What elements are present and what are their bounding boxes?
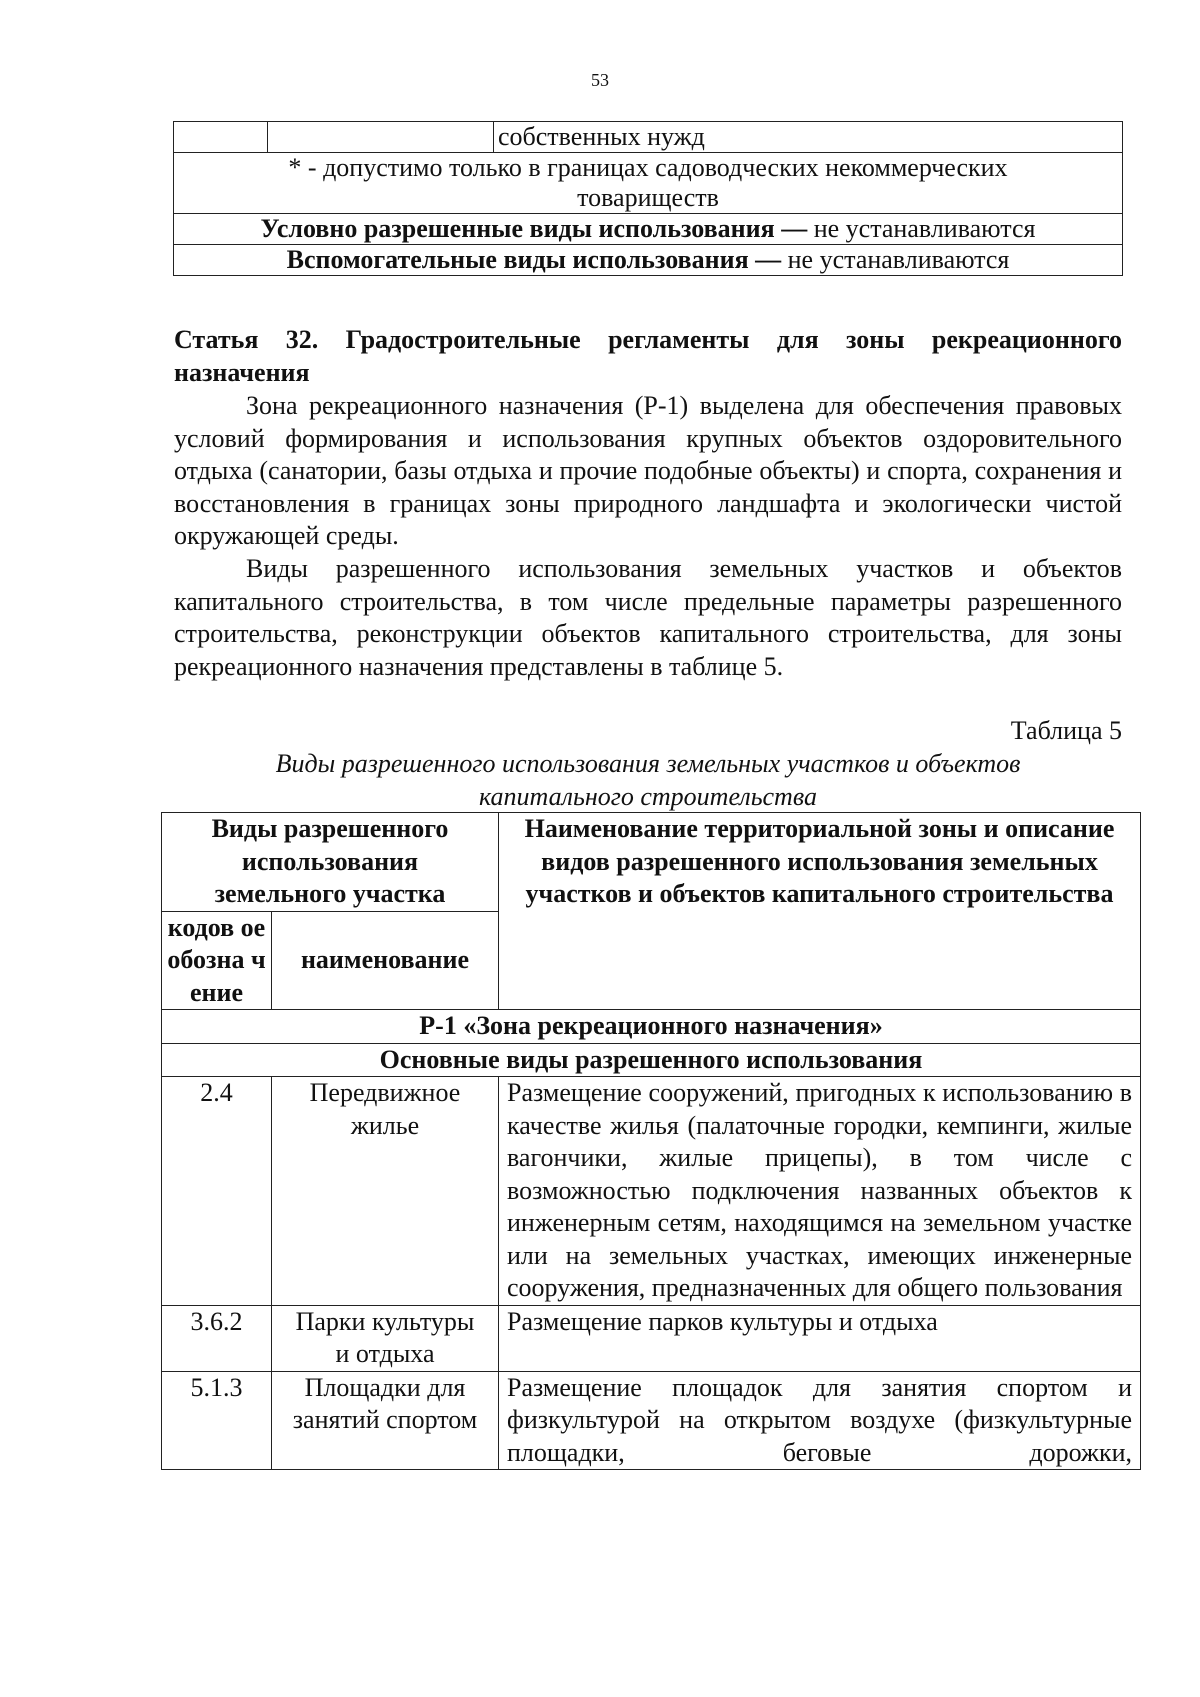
article-heading: Статья 32. Градостроительные регламенты для зоны рекреационного назначения — [174, 325, 1122, 387]
zone-title-row — [162, 1010, 1141, 1044]
preceding-table-fragment — [173, 121, 1123, 276]
use-code: 5.1.3 — [162, 1371, 272, 1470]
use-description: Размещение парков культуры и отдыха — [499, 1305, 1141, 1371]
use-name-text: Передвижное жилье — [309, 1078, 461, 1140]
table-caption-text: Виды разрешенного использования земельных участков и объектов капитального строительства — [275, 749, 1021, 811]
table-row — [162, 1077, 1141, 1306]
table-caption — [174, 747, 1122, 813]
footnote-cell — [174, 153, 1123, 214]
use-name — [272, 1371, 499, 1470]
section-title-row — [162, 1043, 1141, 1077]
table-row — [162, 1371, 1141, 1470]
use-name-text: Парки культуры и отдыха — [295, 1306, 475, 1368]
conditional-uses-label: Условно разрешенные виды использования — — [260, 214, 808, 243]
zone-title: Р-1 «Зона рекреационного назначения» — [162, 1010, 1141, 1044]
article-paragraph: Зона рекреационного назначения (Р-1) выделена для обеспечения правовых условий формирования и использования крупных объектов оздоровительного отдыха (санатории, базы отдыха и прочие подобные объекты) и спорта, сохранения и восстановления в границах зоны природного ландшафта и экологически чистой окружающей среды. — [174, 391, 1122, 550]
header-name: наименование — [272, 911, 499, 1010]
use-description: Размещение сооружений, пригодных к использованию в качестве жилья (палаточные городки, кемпинги, жилые вагончики, жилые прицепы), в том числе с возможностью подключения названных объектов к инженерным сетям, находящимся на земельном участке или на земельных участках, имеющих инженерные сооружения, предназначенных для общего пользования — [499, 1077, 1141, 1306]
auxiliary-uses-label: Вспомогательные виды использования — — [286, 245, 782, 274]
table-header-row — [162, 813, 1141, 912]
table-row — [174, 245, 1123, 276]
table-row — [162, 1305, 1141, 1371]
table-row — [174, 122, 1123, 153]
conditional-uses-cell — [174, 214, 1123, 245]
use-name — [272, 1305, 499, 1371]
header-text: кодов ое обозна чение — [167, 912, 266, 1007]
table-row — [174, 153, 1123, 214]
auxiliary-uses-cell — [174, 245, 1123, 276]
header-code — [162, 911, 272, 1010]
table-row — [174, 214, 1123, 245]
use-name-text: Площадки для занятий спортом — [292, 1372, 478, 1434]
conditional-uses-status: не устанавливаются — [807, 214, 1036, 243]
use-name — [272, 1077, 499, 1306]
header-text: Наименование территориальной зоны и описание видов разрешенного использования земельных участков и объектов капитального строительства — [524, 814, 1115, 908]
footnote-text: * - допустимо только в границах садоводческих некоммерческих товариществ — [288, 153, 1008, 212]
header-permitted-use-group — [162, 813, 499, 912]
use-code: 3.6.2 — [162, 1305, 272, 1371]
auxiliary-uses-status: не устанавливаются — [781, 245, 1010, 274]
page-number: 53 — [591, 70, 609, 90]
header-text: Виды разрешенного использования земельного участка — [211, 814, 449, 908]
table-cell — [174, 122, 268, 153]
table-cell — [268, 122, 494, 153]
article-paragraph: Виды разрешенного использования земельных участков и объектов капитального строительства, в том числе предельные параметры разрешенного строительства, реконструкции объектов капитального строительства, для зоны рекреационного назначения представлены в таблице 5. — [174, 554, 1122, 681]
table-5 — [161, 812, 1141, 1470]
table-cell: собственных нужд — [494, 122, 1123, 153]
use-code: 2.4 — [162, 1077, 272, 1306]
section-title: Основные виды разрешенного использования — [162, 1043, 1141, 1077]
header-description — [499, 813, 1141, 1010]
table-number: Таблица 5 — [1010, 716, 1122, 745]
use-description: Размещение площадок для занятия спортом и физкультурой на открытом воздухе (физкультурные площадки, беговые дорожки, — [499, 1371, 1141, 1470]
